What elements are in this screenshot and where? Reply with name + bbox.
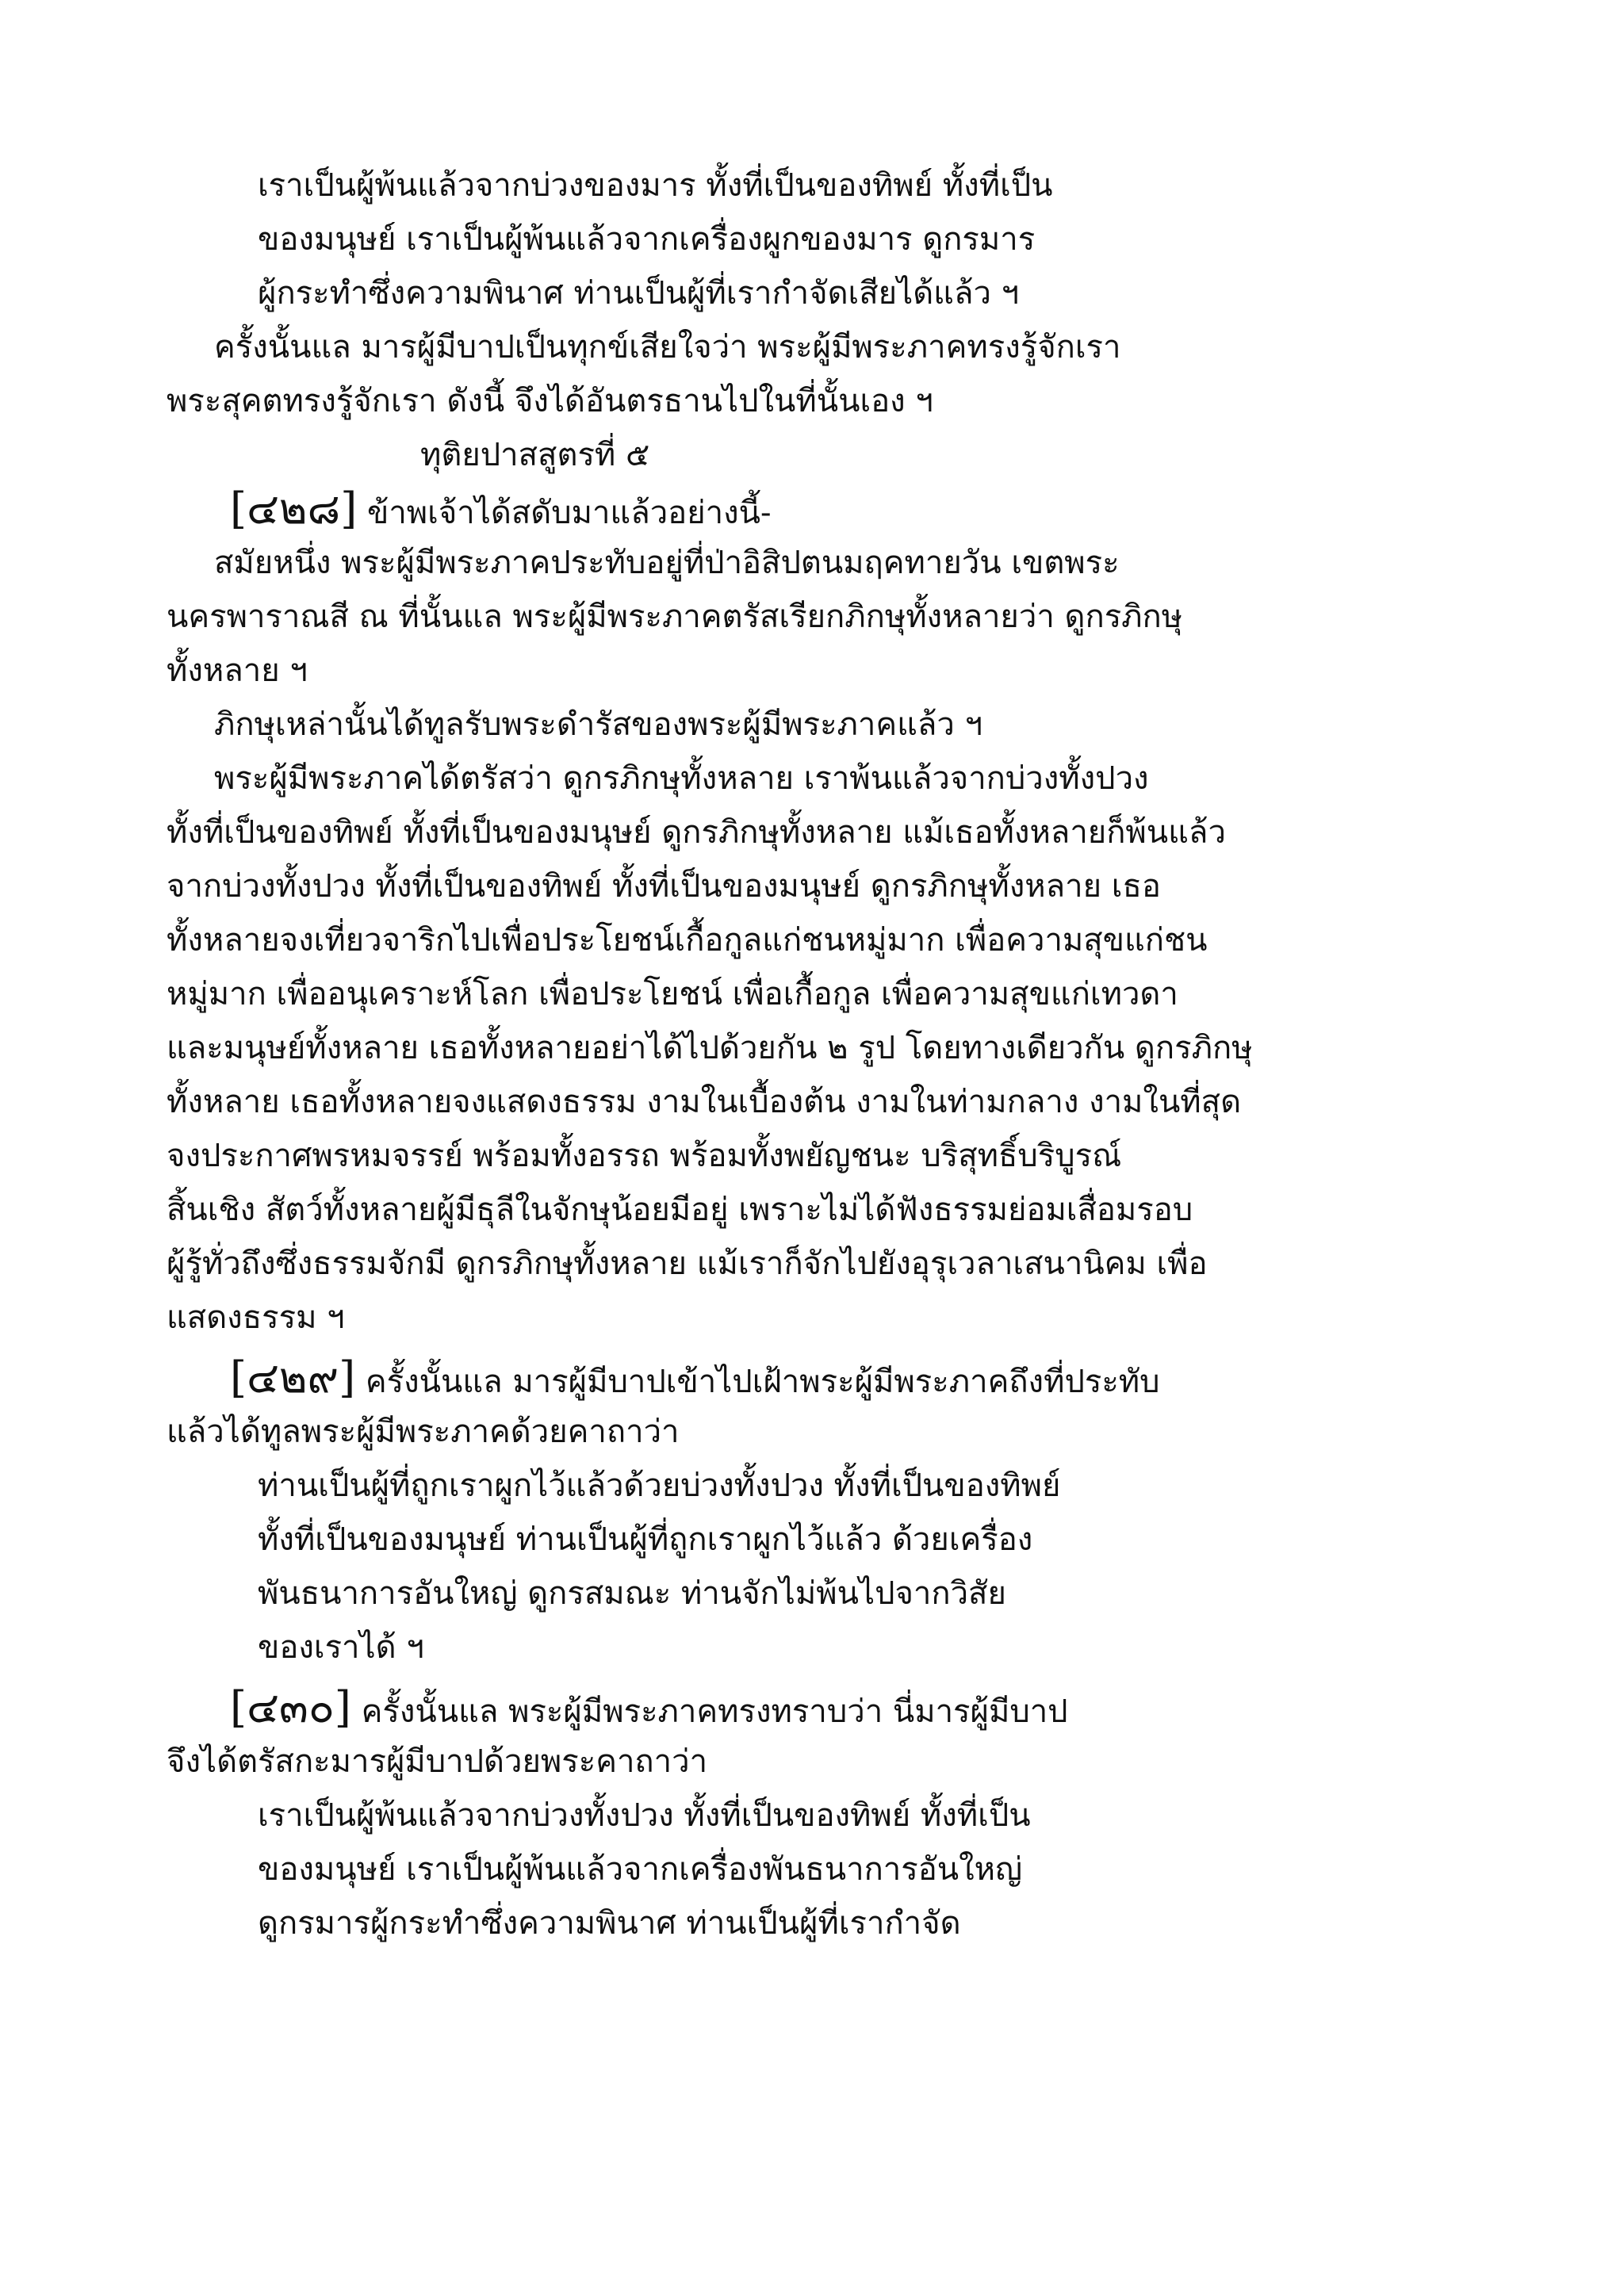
section-number: [๔๒๙] (230, 1353, 356, 1402)
verse-line: ของเราได้ ฯ (258, 1629, 424, 1666)
verse-line: พันธนาการอันใหญ่ ดูกรสมณะ ท่านจักไม่พ้นไปจากวิสัย (258, 1575, 1006, 1612)
verse-line: ผู้กระทำซึ่งความพินาศ ท่านเป็นผู้ที่เรากำจัดเสียได้แล้ว ฯ (258, 275, 1020, 312)
paragraph-line (230, 484, 772, 535)
verse-line: ของมนุษย์ เราเป็นผู้พ้นแล้วจากเครื่องผูกของมาร ดูกรมาร (258, 221, 1036, 258)
paragraph-line (230, 1353, 1160, 1404)
section-text: ครั้งนั้นแล พระผู้มีพระภาคทรงทราบว่า นี่มารผู้มีบาป (361, 1693, 1068, 1730)
paragraph-line: จึงได้ตรัสกะมารผู้มีบาปด้วยพระคาถาว่า (167, 1743, 708, 1780)
paragraph-line: ภิกษุเหล่านั้นได้ทูลรับพระดำรัสของพระผู้มีพระภาคแล้ว ฯ (214, 706, 983, 743)
paragraph-line: จงประกาศพรหมจรรย์ พร้อมทั้งอรรถ พร้อมทั้งพยัญชนะ บริสุทธิ์บริบูรณ์ (167, 1138, 1122, 1174)
section-text: ข้าพเจ้าได้สดับมาแล้วอย่างนี้- (366, 495, 772, 531)
verse-line: เราเป็นผู้พ้นแล้วจากบ่วงทั้งปวง ทั้งที่เป็นของทิพย์ ทั้งที่เป็น (258, 1797, 1031, 1834)
section-number: [๔๓๐] (230, 1682, 351, 1732)
paragraph-line: หมู่มาก เพื่ออนุเคราะห์โลก เพื่อประโยชน์ เพื่อเกื้อกูล เพื่อความสุขแก่เทวดา (167, 976, 1178, 1012)
paragraph-line: ครั้งนั้นแล มารผู้มีบาปเป็นทุกข์เสียใจว่า พระผู้มีพระภาคทรงรู้จักเรา (214, 329, 1121, 365)
paragraph-line: ทั้งหลาย เธอทั้งหลายจงแสดงธรรม งามในเบื้องต้น งามในท่ามกลาง งามในที่สุด (167, 1084, 1242, 1120)
paragraph-line (230, 1682, 1068, 1734)
paragraph-line: จากบ่วงทั้งปวง ทั้งที่เป็นของทิพย์ ทั้งที่เป็นของมนุษย์ ดูกรภิกษุทั้งหลาย เธอ (167, 868, 1161, 905)
verse-line: ทั้งที่เป็นของมนุษย์ ท่านเป็นผู้ที่ถูกเราผูกไว้แล้ว ด้วยเครื่อง (258, 1521, 1033, 1558)
paragraph-line: นครพาราณสี ณ ที่นั้นแล พระผู้มีพระภาคตรัสเรียกภิกษุทั้งหลายว่า ดูกรภิกษุ (167, 599, 1183, 635)
paragraph-line: ผู้รู้ทั่วถึงซึ่งธรรมจักมี ดูกรภิกษุทั้งหลาย แม้เราก็จักไปยังอุรุเวลาเสนานิคม เพื่อ (167, 1246, 1208, 1282)
paragraph-line: ทั้งหลายจงเที่ยวจาริกไปเพื่อประโยชน์เกื้อกูลแก่ชนหมู่มาก เพื่อความสุขแก่ชน (167, 922, 1208, 959)
verse-line: ของมนุษย์ เราเป็นผู้พ้นแล้วจากเครื่องพันธนาการอันใหญ่ (258, 1851, 1023, 1888)
section-number: [๔๒๘] (230, 484, 358, 534)
verse-line: ท่านเป็นผู้ที่ถูกเราผูกไว้แล้วด้วยบ่วงทั้งปวง ทั้งที่เป็นของทิพย์ (258, 1468, 1061, 1504)
verse-line: ดูกรมารผู้กระทำซึ่งความพินาศ ท่านเป็นผู้ที่เรากำจัด (258, 1905, 961, 1942)
paragraph-line: สิ้นเชิง สัตว์ทั้งหลายผู้มีธุลีในจักษุน้อยมีอยู่ เพราะไม่ได้ฟังธรรมย่อมเสื่อมรอบ (167, 1192, 1193, 1228)
paragraph-line: พระผู้มีพระภาคได้ตรัสว่า ดูกรภิกษุทั้งหลาย เราพ้นแล้วจากบ่วงทั้งปวง (214, 760, 1149, 797)
paragraph-line: ทั้งที่เป็นของทิพย์ ทั้งที่เป็นของมนุษย์ ดูกรภิกษุทั้งหลาย แม้เธอทั้งหลายก็พ้นแล้ว (167, 814, 1226, 851)
paragraph-line: แล้วได้ทูลพระผู้มีพระภาคด้วยคาถาว่า (167, 1414, 680, 1450)
paragraph-line: ทั้งหลาย ฯ (167, 652, 308, 689)
section-text: ครั้งนั้นแล มารผู้มีบาปเข้าไปเฝ้าพระผู้มีพระภาคถึงที่ประทับ (365, 1364, 1160, 1400)
verse-line: เราเป็นผู้พ้นแล้วจากบ่วงของมาร ทั้งที่เป็นของทิพย์ ทั้งที่เป็น (258, 167, 1053, 204)
paragraph-line: แสดงธรรม ฯ (167, 1299, 345, 1336)
sutta-heading: ทุติยปาสสูตรที่ ๕ (420, 437, 650, 473)
paragraph-line: สมัยหนึ่ง พระผู้มีพระภาคประทับอยู่ที่ป่าอิสิปตนมฤคทายวัน เขตพระ (214, 545, 1120, 581)
paragraph-line: พระสุคตทรงรู้จักเรา ดังนี้ จึงได้อันตรธานไปในที่นั้นเอง ฯ (167, 383, 933, 419)
paragraph-line: และมนุษย์ทั้งหลาย เธอทั้งหลายอย่าได้ไปด้วยกัน ๒ รูป โดยทางเดียวกัน ดูกรภิกษุ (167, 1030, 1253, 1066)
